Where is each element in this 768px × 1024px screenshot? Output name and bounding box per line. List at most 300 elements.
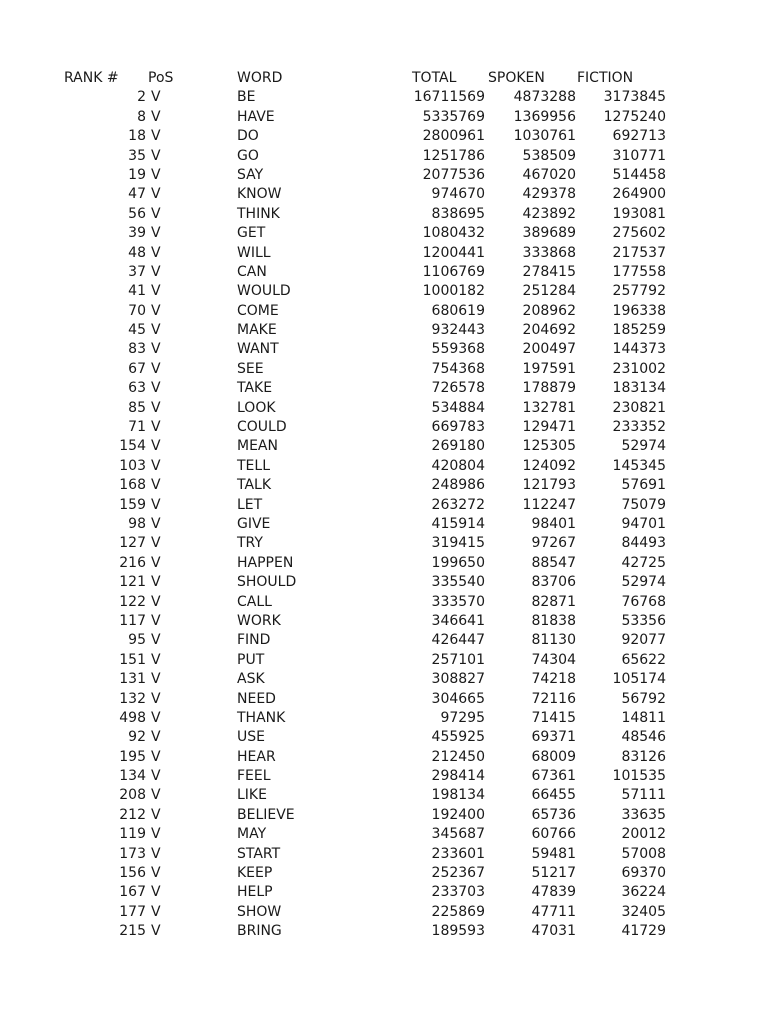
rank-cell: 39 <box>128 225 146 242</box>
total-cell: 534884 <box>431 399 485 416</box>
rank-cell: 35 <box>128 147 146 164</box>
word-cell: TRY <box>237 535 263 552</box>
total-cell: 198134 <box>431 787 485 804</box>
fiction-cell: 69370 <box>621 865 666 882</box>
total-cell: 192400 <box>431 806 485 823</box>
total-cell: 335540 <box>431 574 485 591</box>
rank-cell: 151 <box>119 651 146 668</box>
word-cell: NEED <box>237 690 276 707</box>
pos-cell: V <box>151 845 161 862</box>
fiction-cell: 144373 <box>612 341 666 358</box>
rank-cell: 216 <box>119 554 146 571</box>
spoken-cell: 71415 <box>531 709 576 726</box>
rank-cell: 48 <box>128 244 146 261</box>
pos-cell: V <box>151 612 161 629</box>
fiction-cell: 92077 <box>621 632 666 649</box>
word-cell: LOOK <box>237 399 276 416</box>
rank-cell: 168 <box>119 477 146 494</box>
total-cell: 420804 <box>431 457 485 474</box>
spoken-cell: 81838 <box>531 612 576 629</box>
fiction-cell: 53356 <box>621 612 666 629</box>
pos-cell: V <box>151 419 161 436</box>
word-cell: TELL <box>237 457 270 474</box>
spoken-cell: 97267 <box>531 535 576 552</box>
word-cell: MAKE <box>237 322 277 339</box>
fiction-cell: 48546 <box>621 729 666 746</box>
fiction-cell: 275602 <box>612 225 666 242</box>
table-row <box>0 612 768 631</box>
word-cell: TALK <box>237 477 272 494</box>
total-cell: 932443 <box>431 322 485 339</box>
fiction-cell: 84493 <box>621 535 666 552</box>
fiction-cell: 14811 <box>621 709 666 726</box>
rank-cell: 215 <box>119 923 146 940</box>
word-cell: BRING <box>237 923 282 940</box>
word-cell: BE <box>237 89 256 106</box>
fiction-cell: 52974 <box>621 438 666 455</box>
fiction-cell: 230821 <box>612 399 666 416</box>
word-cell: WOULD <box>237 283 291 300</box>
total-cell: 308827 <box>431 671 485 688</box>
word-cell: START <box>237 845 281 862</box>
spoken-cell: 200497 <box>522 341 576 358</box>
fiction-cell: 1275240 <box>603 108 666 125</box>
rank-cell: 2 <box>137 89 146 106</box>
spoken-cell: 429378 <box>522 186 576 203</box>
table-row <box>0 360 768 379</box>
spoken-cell: 4873288 <box>513 89 576 106</box>
rank-cell: 41 <box>128 283 146 300</box>
rank-cell: 177 <box>119 903 146 920</box>
table-row <box>0 244 768 263</box>
spoken-cell: 132781 <box>522 399 576 416</box>
word-cell: DO <box>237 128 259 145</box>
pos-cell: V <box>151 903 161 920</box>
total-cell: 333570 <box>431 593 485 610</box>
table-row <box>0 883 768 902</box>
rank-cell: 119 <box>119 826 146 843</box>
rank-cell: 37 <box>128 263 146 280</box>
total-cell: 838695 <box>431 205 485 222</box>
frequency-table <box>0 69 768 942</box>
total-cell: 346641 <box>431 612 485 629</box>
fiction-cell: 105174 <box>612 671 666 688</box>
spoken-cell: 467020 <box>522 166 576 183</box>
spoken-cell: 125305 <box>522 438 576 455</box>
table-row <box>0 496 768 515</box>
fiction-cell: 83126 <box>621 748 666 765</box>
pos-cell: V <box>151 768 161 785</box>
fiction-cell: 57111 <box>621 787 666 804</box>
rank-cell: 83 <box>128 341 146 358</box>
table-row <box>0 922 768 941</box>
fiction-cell: 94701 <box>621 515 666 532</box>
fiction-cell: 57691 <box>621 477 666 494</box>
word-cell: COULD <box>237 419 287 436</box>
table-row <box>0 476 768 495</box>
table-row <box>0 224 768 243</box>
pos-cell: V <box>151 477 161 494</box>
rank-cell: 98 <box>128 515 146 532</box>
spoken-cell: 74218 <box>531 671 576 688</box>
pos-cell: V <box>151 806 161 823</box>
pos-cell: V <box>151 244 161 261</box>
spoken-cell: 88547 <box>531 554 576 571</box>
word-cell: SHOW <box>237 903 282 920</box>
total-cell: 189593 <box>431 923 485 940</box>
table-row <box>0 670 768 689</box>
table-row <box>0 147 768 166</box>
total-cell: 669783 <box>431 419 485 436</box>
spoken-cell: 538509 <box>522 147 576 164</box>
total-cell: 1106769 <box>422 263 485 280</box>
total-cell: 269180 <box>431 438 485 455</box>
spoken-cell: 208962 <box>522 302 576 319</box>
pos-cell: V <box>151 166 161 183</box>
table-row <box>0 418 768 437</box>
spoken-cell: 423892 <box>522 205 576 222</box>
rank-cell: 127 <box>119 535 146 552</box>
pos-cell: V <box>151 322 161 339</box>
total-cell: 5335769 <box>422 108 485 125</box>
pos-cell: V <box>151 923 161 940</box>
total-cell: 319415 <box>431 535 485 552</box>
word-cell: GIVE <box>237 515 271 532</box>
spoken-cell: 60766 <box>531 826 576 843</box>
pos-column-header: PoS <box>148 70 174 86</box>
pos-cell: V <box>151 457 161 474</box>
spoken-cell: 69371 <box>531 729 576 746</box>
pos-cell: V <box>151 826 161 843</box>
total-cell: 680619 <box>431 302 485 319</box>
word-cell: SEE <box>237 360 264 377</box>
pos-cell: V <box>151 302 161 319</box>
table-row <box>0 903 768 922</box>
rank-cell: 117 <box>119 612 146 629</box>
total-cell: 455925 <box>431 729 485 746</box>
fiction-cell: 75079 <box>621 496 666 513</box>
rank-cell: 85 <box>128 399 146 416</box>
table-row <box>0 554 768 573</box>
pos-cell: V <box>151 128 161 145</box>
table-row <box>0 108 768 127</box>
table-row <box>0 437 768 456</box>
pos-cell: V <box>151 690 161 707</box>
table-row <box>0 340 768 359</box>
pos-cell: V <box>151 671 161 688</box>
pos-cell: V <box>151 709 161 726</box>
word-cell: THANK <box>237 709 286 726</box>
total-column-header: TOTAL <box>412 70 457 86</box>
pos-cell: V <box>151 205 161 222</box>
total-cell: 1200441 <box>422 244 485 261</box>
rank-cell: 132 <box>119 690 146 707</box>
table-row <box>0 748 768 767</box>
table-row <box>0 515 768 534</box>
spoken-cell: 74304 <box>531 651 576 668</box>
spoken-cell: 59481 <box>531 845 576 862</box>
spoken-cell: 129471 <box>522 419 576 436</box>
total-cell: 199650 <box>431 554 485 571</box>
fiction-cell: 183134 <box>612 380 666 397</box>
fiction-cell: 20012 <box>621 826 666 843</box>
table-row <box>0 728 768 747</box>
spoken-cell: 67361 <box>531 768 576 785</box>
rank-cell: 45 <box>128 322 146 339</box>
pos-cell: V <box>151 380 161 397</box>
rank-cell: 56 <box>128 205 146 222</box>
fiction-cell: 196338 <box>612 302 666 319</box>
fiction-cell: 310771 <box>612 147 666 164</box>
total-cell: 304665 <box>431 690 485 707</box>
word-cell: HAPPEN <box>237 554 294 571</box>
spoken-cell: 204692 <box>522 322 576 339</box>
pos-cell: V <box>151 535 161 552</box>
rank-cell: 63 <box>128 380 146 397</box>
total-cell: 559368 <box>431 341 485 358</box>
table-row <box>0 379 768 398</box>
rank-cell: 19 <box>128 166 146 183</box>
total-cell: 298414 <box>431 768 485 785</box>
pos-cell: V <box>151 496 161 513</box>
word-cell: SHOULD <box>237 574 297 591</box>
pos-cell: V <box>151 225 161 242</box>
pos-cell: V <box>151 554 161 571</box>
word-cell: SAY <box>237 166 264 183</box>
table-row <box>0 845 768 864</box>
fiction-cell: 42725 <box>621 554 666 571</box>
table-row <box>0 263 768 282</box>
spoken-cell: 51217 <box>531 865 576 882</box>
fiction-cell: 36224 <box>621 884 666 901</box>
spoken-cell: 68009 <box>531 748 576 765</box>
spoken-cell: 98401 <box>531 515 576 532</box>
total-cell: 97295 <box>440 709 485 726</box>
word-cell: HAVE <box>237 108 275 125</box>
word-cell: FIND <box>237 632 271 649</box>
total-cell: 2800961 <box>422 128 485 145</box>
word-cell: WILL <box>237 244 271 261</box>
pos-cell: V <box>151 884 161 901</box>
rank-cell: 122 <box>119 593 146 610</box>
total-cell: 225869 <box>431 903 485 920</box>
table-row <box>0 690 768 709</box>
fiction-cell: 177558 <box>612 263 666 280</box>
table-row <box>0 786 768 805</box>
fiction-cell: 231002 <box>612 360 666 377</box>
spoken-cell: 47031 <box>531 923 576 940</box>
pos-cell: V <box>151 515 161 532</box>
fiction-cell: 257792 <box>612 283 666 300</box>
rank-cell: 95 <box>128 632 146 649</box>
fiction-cell: 264900 <box>612 186 666 203</box>
pos-cell: V <box>151 865 161 882</box>
table-row <box>0 321 768 340</box>
total-cell: 16711569 <box>413 89 485 106</box>
fiction-cell: 65622 <box>621 651 666 668</box>
spoken-cell: 47839 <box>531 884 576 901</box>
fiction-cell: 217537 <box>612 244 666 261</box>
table-row <box>0 709 768 728</box>
table-row <box>0 88 768 107</box>
word-column-header: WORD <box>237 70 283 86</box>
table-row <box>0 573 768 592</box>
spoken-cell: 1369956 <box>513 108 576 125</box>
spoken-cell: 333868 <box>522 244 576 261</box>
pos-cell: V <box>151 593 161 610</box>
pos-cell: V <box>151 263 161 280</box>
table-row <box>0 651 768 670</box>
table-row <box>0 302 768 321</box>
total-cell: 426447 <box>431 632 485 649</box>
total-cell: 263272 <box>431 496 485 513</box>
table-row <box>0 631 768 650</box>
pos-cell: V <box>151 748 161 765</box>
word-cell: CAN <box>237 263 267 280</box>
word-cell: MAY <box>237 826 267 843</box>
spoken-cell: 47711 <box>531 903 576 920</box>
spoken-cell: 66455 <box>531 787 576 804</box>
pos-cell: V <box>151 787 161 804</box>
table-row <box>0 457 768 476</box>
spoken-cell: 178879 <box>522 380 576 397</box>
total-cell: 726578 <box>431 380 485 397</box>
total-cell: 233703 <box>431 884 485 901</box>
total-cell: 233601 <box>431 845 485 862</box>
fiction-cell: 32405 <box>621 903 666 920</box>
total-cell: 248986 <box>431 477 485 494</box>
rank-cell: 195 <box>119 748 146 765</box>
total-cell: 345687 <box>431 826 485 843</box>
rank-cell: 67 <box>128 360 146 377</box>
word-cell: WORK <box>237 612 281 629</box>
table-row <box>0 864 768 883</box>
total-cell: 2077536 <box>422 166 485 183</box>
rank-cell: 167 <box>119 884 146 901</box>
rank-cell: 131 <box>119 671 146 688</box>
table-row <box>0 282 768 301</box>
rank-cell: 208 <box>119 787 146 804</box>
word-cell: KNOW <box>237 186 282 203</box>
word-cell: BELIEVE <box>237 806 295 823</box>
spoken-cell: 197591 <box>522 360 576 377</box>
table-row <box>0 205 768 224</box>
total-cell: 257101 <box>431 651 485 668</box>
rank-cell: 173 <box>119 845 146 862</box>
pos-cell: V <box>151 632 161 649</box>
fiction-cell: 52974 <box>621 574 666 591</box>
table-body <box>0 88 768 941</box>
spoken-cell: 124092 <box>522 457 576 474</box>
total-cell: 252367 <box>431 865 485 882</box>
total-cell: 1000182 <box>422 283 485 300</box>
word-cell: KEEP <box>237 865 273 882</box>
spoken-cell: 251284 <box>522 283 576 300</box>
pos-cell: V <box>151 341 161 358</box>
pos-cell: V <box>151 651 161 668</box>
spoken-cell: 81130 <box>531 632 576 649</box>
rank-cell: 71 <box>128 419 146 436</box>
total-cell: 212450 <box>431 748 485 765</box>
table-row <box>0 593 768 612</box>
fiction-cell: 41729 <box>621 923 666 940</box>
rank-cell: 121 <box>119 574 146 591</box>
pos-cell: V <box>151 360 161 377</box>
table-row <box>0 127 768 146</box>
fiction-cell: 145345 <box>612 457 666 474</box>
fiction-cell: 101535 <box>612 768 666 785</box>
word-cell: GO <box>237 147 259 164</box>
rank-cell: 47 <box>128 186 146 203</box>
fiction-column-header: FICTION <box>577 70 634 86</box>
pos-cell: V <box>151 89 161 106</box>
spoken-cell: 278415 <box>522 263 576 280</box>
word-cell: LET <box>237 496 263 513</box>
total-cell: 754368 <box>431 360 485 377</box>
fiction-cell: 193081 <box>612 205 666 222</box>
word-cell: GET <box>237 225 266 242</box>
total-cell: 974670 <box>431 186 485 203</box>
spoken-cell: 83706 <box>531 574 576 591</box>
word-cell: COME <box>237 302 279 319</box>
fiction-cell: 33635 <box>621 806 666 823</box>
word-cell: USE <box>237 729 265 746</box>
word-cell: WANT <box>237 341 279 358</box>
word-cell: LIKE <box>237 787 267 804</box>
table-row <box>0 185 768 204</box>
pos-cell: V <box>151 186 161 203</box>
word-cell: FEEL <box>237 768 271 785</box>
word-cell: ASK <box>237 671 265 688</box>
pos-cell: V <box>151 729 161 746</box>
fiction-cell: 233352 <box>612 419 666 436</box>
spoken-cell: 121793 <box>522 477 576 494</box>
fiction-cell: 514458 <box>612 166 666 183</box>
rank-cell: 154 <box>119 438 146 455</box>
total-cell: 415914 <box>431 515 485 532</box>
word-cell: MEAN <box>237 438 278 455</box>
fiction-cell: 56792 <box>621 690 666 707</box>
word-cell: TAKE <box>237 380 273 397</box>
table-row <box>0 806 768 825</box>
total-cell: 1251786 <box>422 147 485 164</box>
pos-cell: V <box>151 283 161 300</box>
total-cell: 1080432 <box>422 225 485 242</box>
pos-cell: V <box>151 574 161 591</box>
rank-cell: 498 <box>119 709 146 726</box>
fiction-cell: 3173845 <box>603 89 666 106</box>
word-cell: HEAR <box>237 748 276 765</box>
table-row <box>0 166 768 185</box>
fiction-cell: 185259 <box>612 322 666 339</box>
word-cell: THINK <box>237 205 280 222</box>
pos-cell: V <box>151 108 161 125</box>
spoken-cell: 65736 <box>531 806 576 823</box>
rank-cell: 103 <box>119 457 146 474</box>
rank-cell: 156 <box>119 865 146 882</box>
spoken-cell: 72116 <box>531 690 576 707</box>
word-cell: CALL <box>237 593 272 610</box>
rank-cell: 134 <box>119 768 146 785</box>
table-row <box>0 767 768 786</box>
fiction-cell: 57008 <box>621 845 666 862</box>
rank-cell: 18 <box>128 128 146 145</box>
table-row <box>0 399 768 418</box>
rank-cell: 212 <box>119 806 146 823</box>
spoken-cell: 1030761 <box>513 128 576 145</box>
pos-cell: V <box>151 147 161 164</box>
fiction-cell: 76768 <box>621 593 666 610</box>
